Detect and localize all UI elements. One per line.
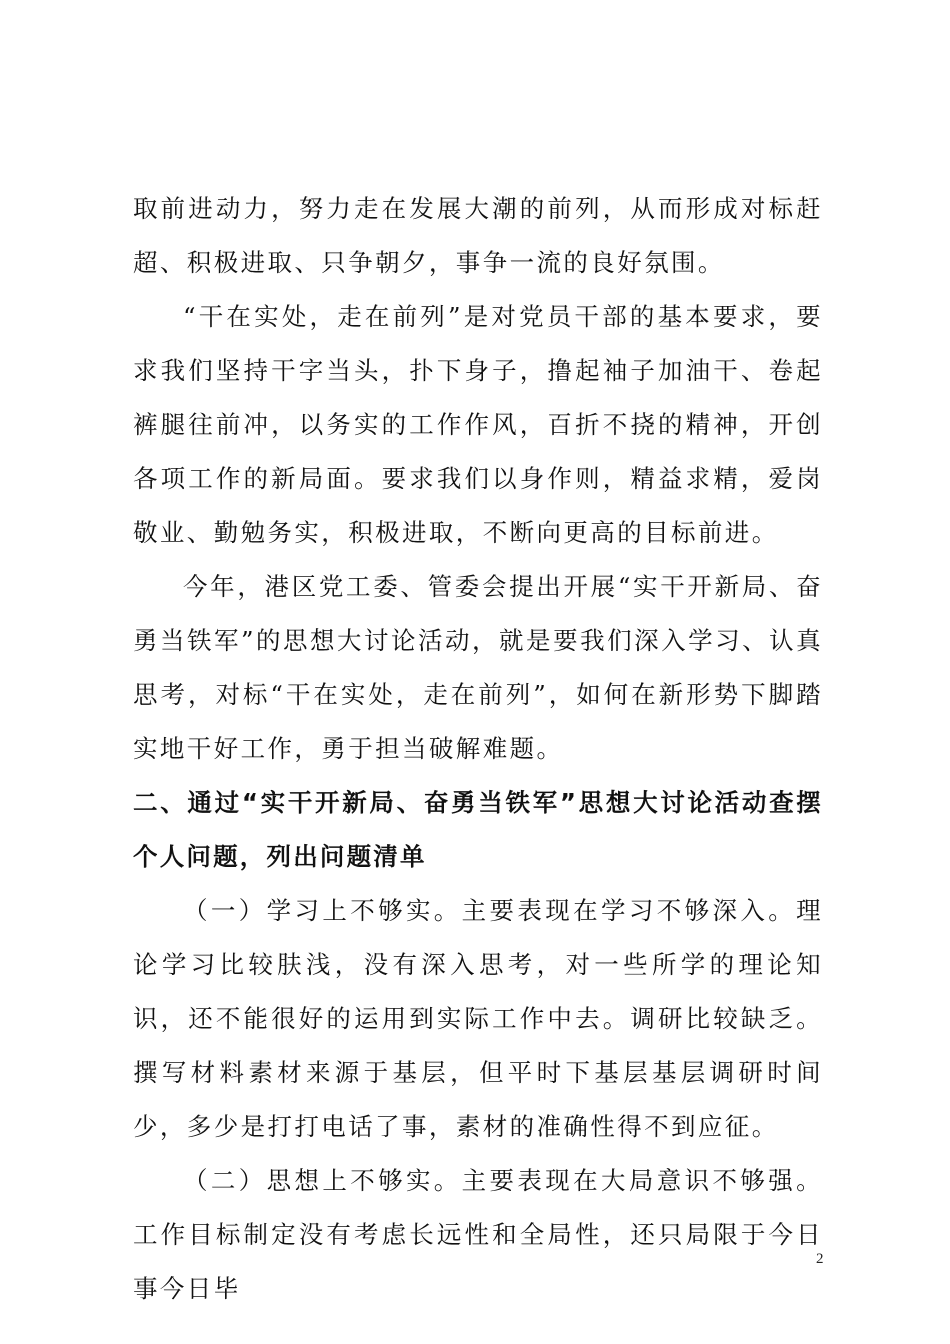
page-number: 2 (816, 1251, 824, 1267)
document-body (133, 182, 823, 1316)
paragraph-activity: 今年，港区党工委、管委会提出开展“实干开新局、奋勇当铁军”的思想大讨论活动，就是要我们深入学习、认真思考，对标“干在实处，走在前列”，如何在新形势下脚踏实地干好工作，勇于担当破解难题。 (133, 572, 823, 763)
paragraph-requirement: “干在实处，走在前列”是对党员干部的基本要求，要求我们坚持干字当头，扑下身子，撸起袖子加油干、卷起裤腿往前冲，以务实的工作作风，百折不挠的精神，开创各项工作的新局面。要求我们以身作则，精益求精，爱岗敬业、勤勉务实，积极进取，不断向更高的目标前进。 (133, 302, 823, 547)
paragraph-issue-thinking: （二）思想上不够实。主要表现在大局意识不够强。工作目标制定没有考虑长远性和全局性，还只局限于今日事今日毕 (133, 1166, 823, 1303)
section-heading: 二、通过“实干开新局、奋勇当铁军”思想大讨论活动查摆个人问题，列出问题清单 (133, 788, 823, 871)
paragraph-issue-study: （一）学习上不够实。主要表现在学习不够深入。理论学习比较肤浅，没有深入思考，对一些所学的理论知识，还不能很好的运用到实际工作中去。调研比较缺乏。撰写材料素材来源于基层，但平时下基层基层调研时间少，多少是打打电话了事，素材的准确性得不到应征。 (133, 896, 823, 1141)
paragraph-continuation: 取前进动力，努力走在发展大潮的前列，从而形成对标赶超、积极进取、只争朝夕，事争一流的良好氛围。 (133, 194, 823, 277)
